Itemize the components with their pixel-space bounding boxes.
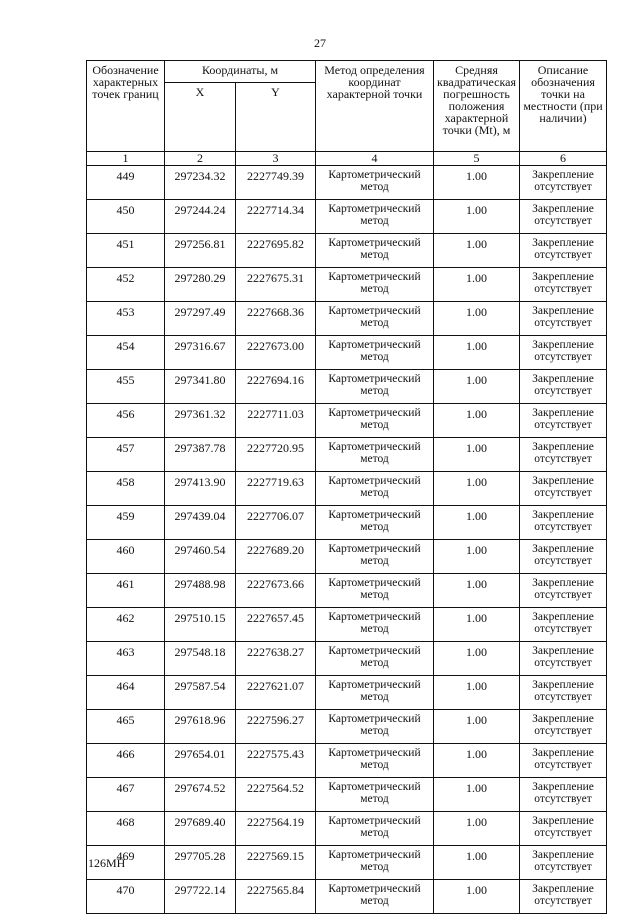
point-cell: 465 [87, 710, 165, 744]
method-cell: Картометрический метод [316, 200, 434, 234]
x-coordinate-cell: 297618.96 [165, 710, 236, 744]
y-coordinate-cell: 2227689.20 [236, 540, 316, 574]
y-coordinate-cell: 2227706.07 [236, 506, 316, 540]
description-cell: Закрепление отсутствует [520, 812, 607, 846]
description-cell: Закрепление отсутствует [520, 778, 607, 812]
column-number: 2 [165, 152, 236, 166]
method-cell: Картометрический метод [316, 540, 434, 574]
y-coordinate-cell: 2227714.34 [236, 200, 316, 234]
page-number: 27 [314, 36, 326, 50]
point-cell: 459 [87, 506, 165, 540]
method-cell: Картометрический метод [316, 574, 434, 608]
mean-error-cell: 1.00 [434, 812, 520, 846]
column-number: 6 [520, 152, 607, 166]
table-row [87, 812, 607, 846]
table-row [87, 880, 607, 914]
table-row [87, 472, 607, 506]
x-coordinate-cell: 297488.98 [165, 574, 236, 608]
x-coordinate-cell: 297654.01 [165, 744, 236, 778]
method-cell: Картометрический метод [316, 608, 434, 642]
y-coordinate-cell: 2227668.36 [236, 302, 316, 336]
table-row [87, 166, 607, 200]
header-x: X [165, 83, 236, 152]
mean-error-cell: 1.00 [434, 166, 520, 200]
description-cell: Закрепление отсутствует [520, 234, 607, 268]
table-row [87, 200, 607, 234]
table-row [87, 438, 607, 472]
x-coordinate-cell: 297689.40 [165, 812, 236, 846]
x-coordinate-cell: 297361.32 [165, 404, 236, 438]
description-cell: Закрепление отсутствует [520, 608, 607, 642]
point-cell: 467 [87, 778, 165, 812]
header-mean-error: Средняя квадратическая погрешность положения характерной точки (Mt), м [434, 61, 520, 152]
mean-error-cell: 1.00 [434, 268, 520, 302]
description-cell: Закрепление отсутствует [520, 642, 607, 676]
mean-error-cell: 1.00 [434, 676, 520, 710]
description-cell: Закрепление отсутствует [520, 404, 607, 438]
description-cell: Закрепление отсутствует [520, 302, 607, 336]
header-point-designation: Обозначение характерных точек границ [87, 61, 165, 152]
x-coordinate-cell: 297548.18 [165, 642, 236, 676]
table-row [87, 642, 607, 676]
point-cell: 470 [87, 880, 165, 914]
x-coordinate-cell: 297413.90 [165, 472, 236, 506]
method-cell: Картометрический метод [316, 268, 434, 302]
method-cell: Картометрический метод [316, 642, 434, 676]
y-coordinate-cell: 2227695.82 [236, 234, 316, 268]
x-coordinate-cell: 297510.15 [165, 608, 236, 642]
method-cell: Картометрический метод [316, 166, 434, 200]
table-row [87, 846, 607, 880]
column-number: 5 [434, 152, 520, 166]
method-cell: Картометрический метод [316, 506, 434, 540]
point-cell: 463 [87, 642, 165, 676]
column-number-row [87, 152, 607, 166]
mean-error-cell: 1.00 [434, 438, 520, 472]
y-coordinate-cell: 2227673.66 [236, 574, 316, 608]
column-number: 3 [236, 152, 316, 166]
header-method: Метод определения координат характерной точки [316, 61, 434, 152]
y-coordinate-cell: 2227596.27 [236, 710, 316, 744]
point-cell: 452 [87, 268, 165, 302]
mean-error-cell: 1.00 [434, 370, 520, 404]
x-coordinate-cell: 297387.78 [165, 438, 236, 472]
mean-error-cell: 1.00 [434, 642, 520, 676]
mean-error-cell: 1.00 [434, 472, 520, 506]
mean-error-cell: 1.00 [434, 846, 520, 880]
method-cell: Картометрический метод [316, 438, 434, 472]
method-cell: Картометрический метод [316, 880, 434, 914]
point-cell: 460 [87, 540, 165, 574]
description-cell: Закрепление отсутствует [520, 540, 607, 574]
table-row [87, 302, 607, 336]
y-coordinate-cell: 2227720.95 [236, 438, 316, 472]
point-cell: 461 [87, 574, 165, 608]
mean-error-cell: 1.00 [434, 880, 520, 914]
y-coordinate-cell: 2227565.84 [236, 880, 316, 914]
description-cell: Закрепление отсутствует [520, 744, 607, 778]
y-coordinate-cell: 2227675.31 [236, 268, 316, 302]
method-cell: Картометрический метод [316, 234, 434, 268]
x-coordinate-cell: 297439.04 [165, 506, 236, 540]
x-coordinate-cell: 297674.52 [165, 778, 236, 812]
method-cell: Картометрический метод [316, 710, 434, 744]
mean-error-cell: 1.00 [434, 336, 520, 370]
table-row [87, 676, 607, 710]
method-cell: Картометрический метод [316, 676, 434, 710]
method-cell: Картометрический метод [316, 778, 434, 812]
table-row [87, 744, 607, 778]
y-coordinate-cell: 2227657.45 [236, 608, 316, 642]
description-cell: Закрепление отсутствует [520, 336, 607, 370]
method-cell: Картометрический метод [316, 404, 434, 438]
y-coordinate-cell: 2227621.07 [236, 676, 316, 710]
footer-code: 126МН [88, 856, 126, 870]
x-coordinate-cell: 297256.81 [165, 234, 236, 268]
mean-error-cell: 1.00 [434, 234, 520, 268]
description-cell: Закрепление отсутствует [520, 370, 607, 404]
mean-error-cell: 1.00 [434, 302, 520, 336]
description-cell: Закрепление отсутствует [520, 438, 607, 472]
point-cell: 457 [87, 438, 165, 472]
table-row [87, 778, 607, 812]
x-coordinate-cell: 297234.32 [165, 166, 236, 200]
description-cell: Закрепление отсутствует [520, 710, 607, 744]
column-number: 1 [87, 152, 165, 166]
x-coordinate-cell: 297722.14 [165, 880, 236, 914]
table-row [87, 336, 607, 370]
point-cell: 453 [87, 302, 165, 336]
point-cell: 451 [87, 234, 165, 268]
coordinates-table [86, 60, 607, 914]
table-row [87, 574, 607, 608]
x-coordinate-cell: 297244.24 [165, 200, 236, 234]
point-cell: 455 [87, 370, 165, 404]
header-coordinates-group: Координаты, м [165, 61, 316, 83]
column-number: 4 [316, 152, 434, 166]
table-row [87, 540, 607, 574]
description-cell: Закрепление отсутствует [520, 574, 607, 608]
point-cell: 454 [87, 336, 165, 370]
table-row [87, 608, 607, 642]
point-cell: 456 [87, 404, 165, 438]
mean-error-cell: 1.00 [434, 404, 520, 438]
point-cell: 469 [87, 846, 165, 880]
x-coordinate-cell: 297705.28 [165, 846, 236, 880]
table-row [87, 506, 607, 540]
method-cell: Картометрический метод [316, 846, 434, 880]
table-row [87, 234, 607, 268]
y-coordinate-cell: 2227694.16 [236, 370, 316, 404]
method-cell: Картометрический метод [316, 370, 434, 404]
mean-error-cell: 1.00 [434, 608, 520, 642]
description-cell: Закрепление отсутствует [520, 268, 607, 302]
description-cell: Закрепление отсутствует [520, 472, 607, 506]
point-cell: 466 [87, 744, 165, 778]
y-coordinate-cell: 2227638.27 [236, 642, 316, 676]
x-coordinate-cell: 297280.29 [165, 268, 236, 302]
description-cell: Закрепление отсутствует [520, 506, 607, 540]
point-cell: 468 [87, 812, 165, 846]
method-cell: Картометрический метод [316, 744, 434, 778]
x-coordinate-cell: 297316.67 [165, 336, 236, 370]
mean-error-cell: 1.00 [434, 710, 520, 744]
y-coordinate-cell: 2227569.15 [236, 846, 316, 880]
y-coordinate-cell: 2227749.39 [236, 166, 316, 200]
x-coordinate-cell: 297341.80 [165, 370, 236, 404]
method-cell: Картометрический метод [316, 302, 434, 336]
table-row [87, 268, 607, 302]
description-cell: Закрепление отсутствует [520, 846, 607, 880]
method-cell: Картометрический метод [316, 812, 434, 846]
y-coordinate-cell: 2227575.43 [236, 744, 316, 778]
mean-error-cell: 1.00 [434, 744, 520, 778]
x-coordinate-cell: 297460.54 [165, 540, 236, 574]
mean-error-cell: 1.00 [434, 540, 520, 574]
point-cell: 462 [87, 608, 165, 642]
method-cell: Картометрический метод [316, 336, 434, 370]
header-row [87, 61, 607, 83]
y-coordinate-cell: 2227711.03 [236, 404, 316, 438]
header-y: Y [236, 83, 316, 152]
description-cell: Закрепление отсутствует [520, 676, 607, 710]
y-coordinate-cell: 2227564.19 [236, 812, 316, 846]
method-cell: Картометрический метод [316, 472, 434, 506]
y-coordinate-cell: 2227719.63 [236, 472, 316, 506]
description-cell: Закрепление отсутствует [520, 200, 607, 234]
x-coordinate-cell: 297587.54 [165, 676, 236, 710]
mean-error-cell: 1.00 [434, 200, 520, 234]
point-cell: 458 [87, 472, 165, 506]
table-row [87, 710, 607, 744]
point-cell: 449 [87, 166, 165, 200]
table-body [87, 166, 607, 914]
description-cell: Закрепление отсутствует [520, 166, 607, 200]
description-cell: Закрепление отсутствует [520, 880, 607, 914]
table-row [87, 404, 607, 438]
y-coordinate-cell: 2227673.00 [236, 336, 316, 370]
y-coordinate-cell: 2227564.52 [236, 778, 316, 812]
header-description: Описание обозначения точки на местности (при наличии) [520, 61, 607, 152]
point-cell: 464 [87, 676, 165, 710]
mean-error-cell: 1.00 [434, 574, 520, 608]
mean-error-cell: 1.00 [434, 506, 520, 540]
mean-error-cell: 1.00 [434, 778, 520, 812]
x-coordinate-cell: 297297.49 [165, 302, 236, 336]
table-row [87, 370, 607, 404]
point-cell: 450 [87, 200, 165, 234]
